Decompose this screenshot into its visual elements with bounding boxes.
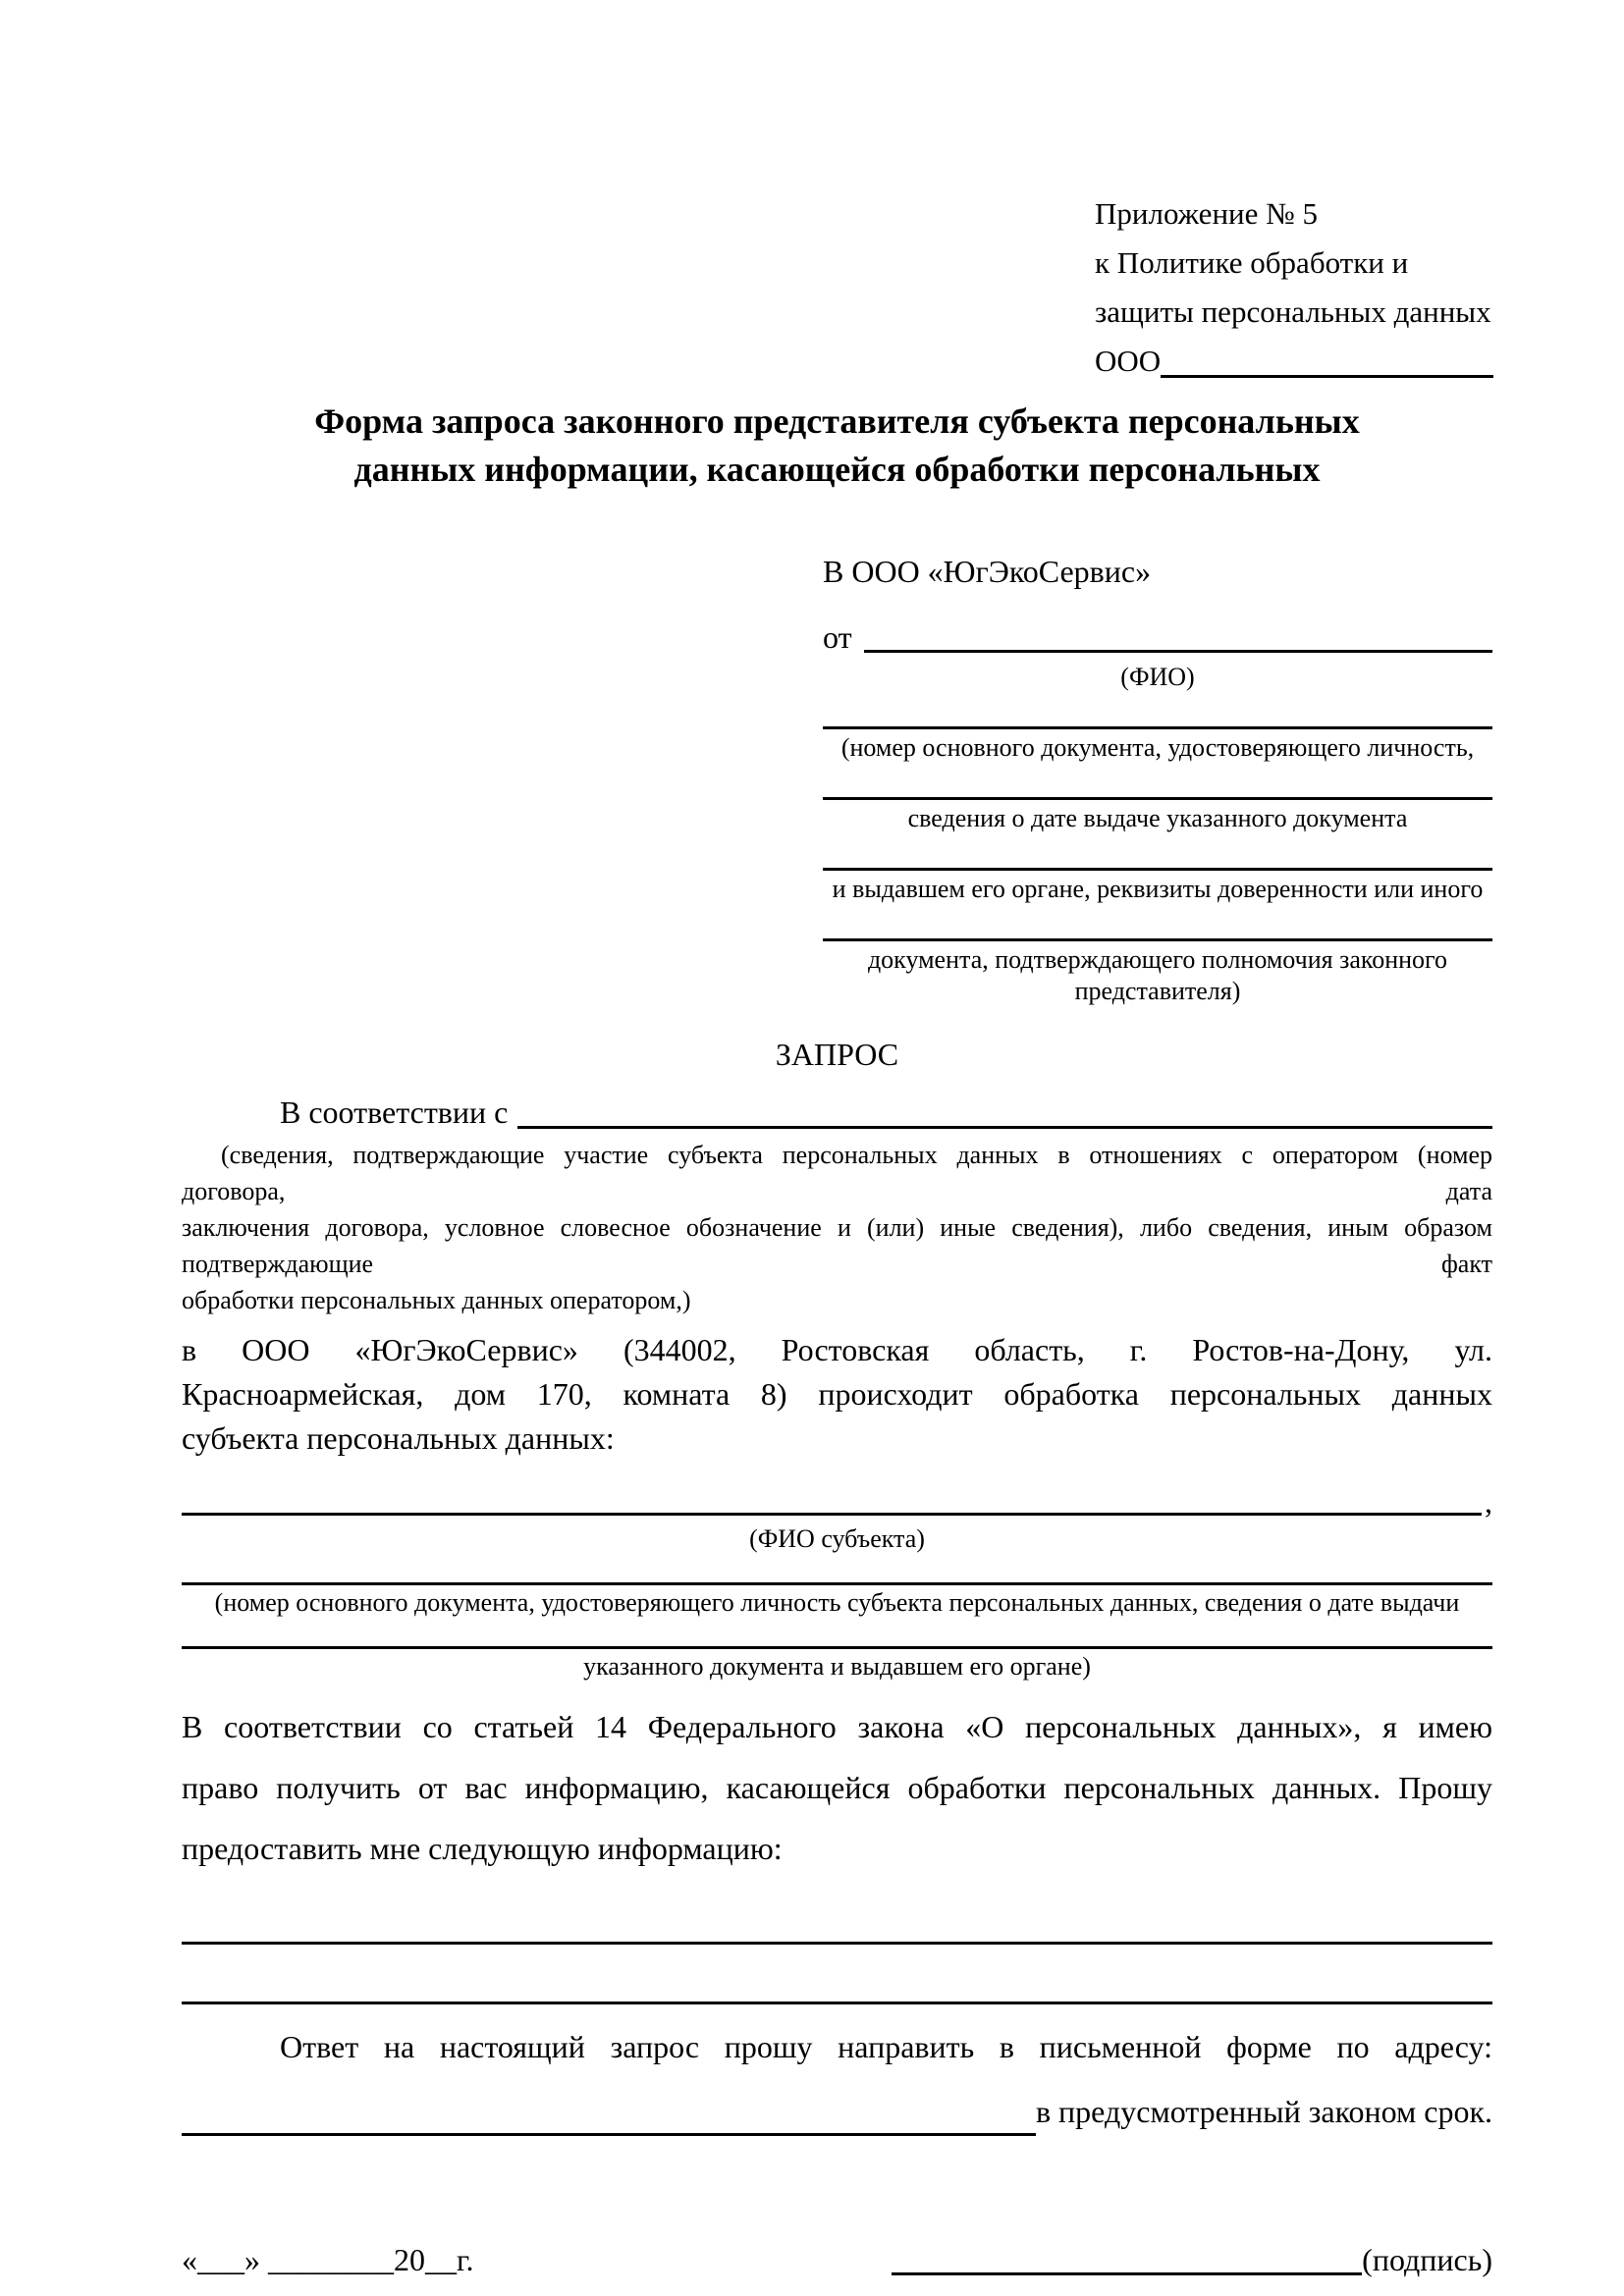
info-blank-line-1 [182,1942,1492,1945]
subject-fio-blank-line [182,1513,1482,1516]
article-line-1: В соответствии со статьей 14 Федерального закона «О персональных данных», я имею [182,1709,1492,1744]
ooo-blank-row [1095,337,1493,386]
subject-fio-comma: , [1485,1484,1492,1520]
answer-address-row [182,2081,1492,2142]
authority-doc-blank-line [823,905,1492,941]
addressee-org: В ООО «ЮгЭкоСервис» [823,554,1152,589]
accordance-caption [182,1137,1492,1318]
accordance-caption-line-3: обработки персональных данных оператором,) [182,1286,691,1314]
ooo-label: ООО [1095,344,1162,378]
from-label: от [823,619,852,655]
issue-date-caption: сведения о дате выдаче указанного документа [907,804,1408,832]
subject-fio-row [182,1482,1492,1522]
answer-paragraph: Ответ на настоящий запрос прошу направить в письменной форме по адресу: [280,2029,1492,2064]
accordance-caption-line-2: заключения договора, условное словесное обозначение и (или) иные сведения), либо сведения, иным образом подтверждающие факт [182,1213,1492,1278]
issue-date-blank-line [823,764,1492,800]
addressee-block [823,551,1492,1007]
subject-issuer-blank-line [182,1646,1492,1649]
article-line-2: право получить от вас информацию, касающейся обработки персональных данных. Прошу [182,1770,1492,1805]
operator-paragraph [182,1328,1492,1461]
subject-doc-caption: (номер основного документа, удостоверяющего личность субъекта персональных данных, сведения о дате выдачи [214,1588,1460,1617]
accordance-caption-line-1: (сведения, подтверждающие участие субъекта персональных данных в отношениях с оператором (номер договора, дата [182,1141,1492,1205]
appendix-line-3: защиты персональных данных [1095,294,1491,329]
signature-group [892,2238,1492,2281]
from-row [823,615,1492,659]
authority-doc-caption: документа, подтверждающего полномочия законного представителя) [867,945,1448,1005]
operator-line-3: субъекта персональных данных: [182,1420,615,1456]
accordance-lead: В соответствии с [280,1095,509,1130]
signature-blank-line [892,2272,1362,2275]
accordance-row [182,1090,1492,1135]
signature-caption: (подпись) [1362,2242,1492,2277]
issuer-caption: и выдавшем его органе, реквизиты доверенности или иного [832,875,1484,903]
doc-number-caption: (номер основного документа, удостоверяющего личность, [840,733,1475,762]
issuer-blank-line [823,834,1492,871]
fio-blank-line [864,650,1492,653]
ooo-blank-line [1161,375,1493,378]
appendix-line-2: к Политике обработки и [1095,245,1409,280]
address-blank-line [182,2133,1036,2136]
article-line-3: предоставить мне следующую информацию: [182,1831,783,1866]
article-14-paragraph [182,1696,1492,1879]
accordance-blank-line [517,1126,1492,1129]
form-title-line-2: данных информации, касающейся обработки персональных [353,450,1321,489]
answer-tail: в предусмотренный законом срок. [1035,2094,1492,2129]
form-title-line-1: Форма запроса законного представителя субъекта персональных [314,401,1360,441]
subject-issuer-caption: указанного документа и выдавшем его органе) [583,1652,1091,1681]
info-blank-line-2 [182,2002,1492,2004]
operator-line-2: Красноармейская, дом 170, комната 8) происходит обработка персональных данных [182,1376,1492,1412]
date-line: «___» ________20__г. [182,2242,474,2277]
request-heading: ЗАПРОС [775,1037,899,1072]
subject-fio-caption: (ФИО субъекта) [749,1524,925,1553]
form-title [182,398,1492,494]
footer-row [182,2238,1492,2281]
fio-caption: (ФИО) [1120,663,1195,691]
appendix-note [1095,189,1493,386]
doc-number-blank-line [823,693,1492,729]
appendix-line-1: Приложение № 5 [1095,196,1318,231]
subject-doc-blank-line [182,1582,1492,1585]
operator-line-1: в ООО «ЮгЭкоСервис» (344002, Ростовская область, г. Ростов-на-Дону, ул. [182,1332,1492,1367]
